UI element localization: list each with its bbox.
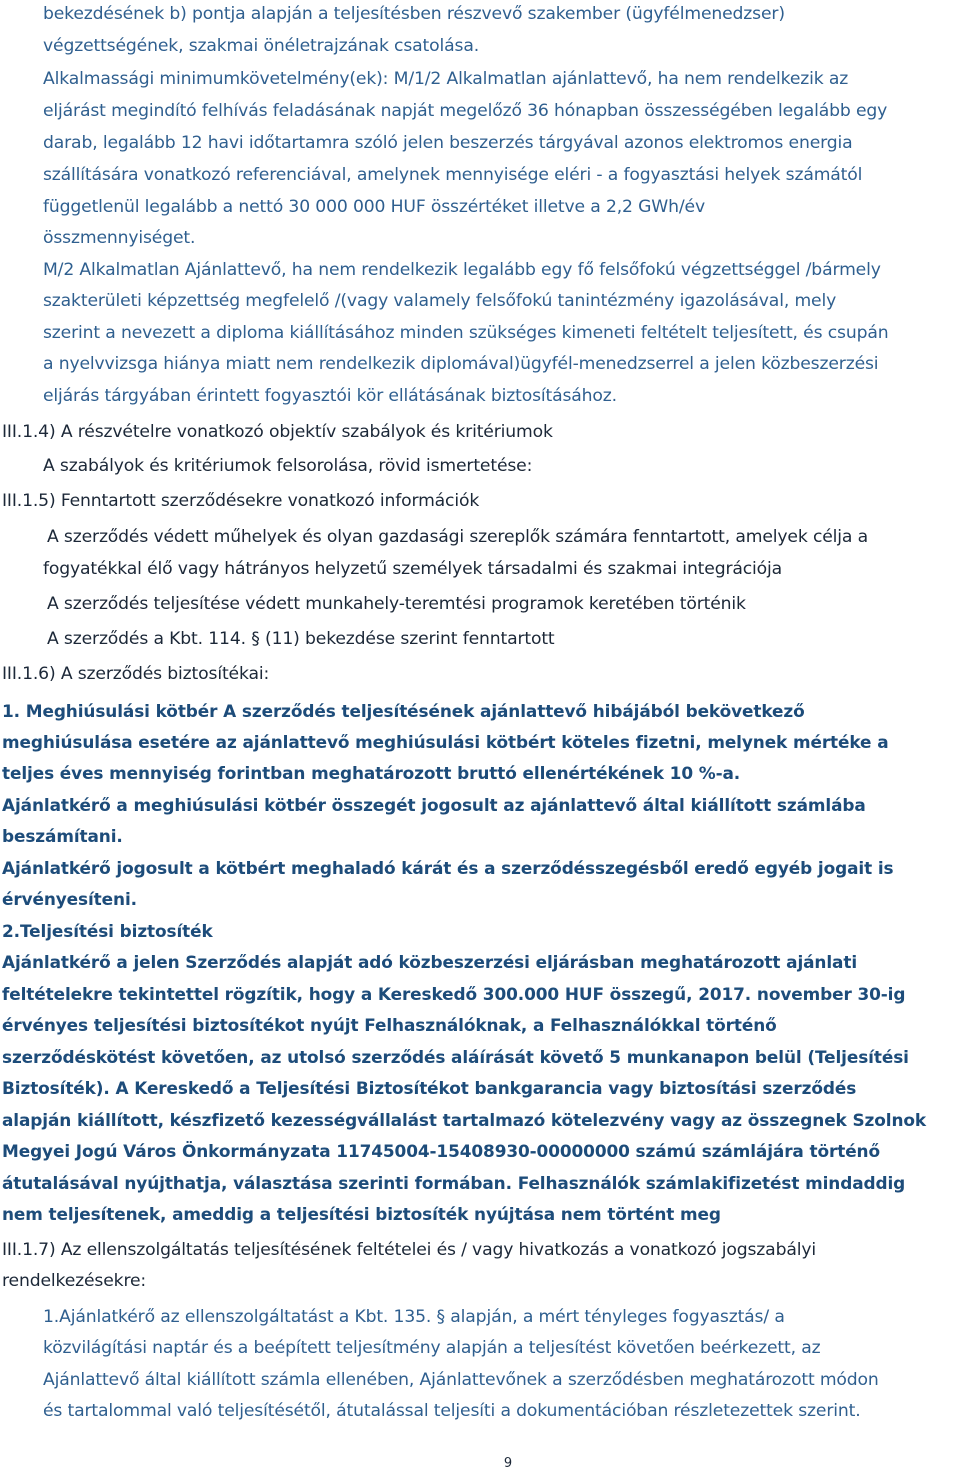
text-line: érvényes teljesítési biztosítékot nyújt Felhasználóknak, a Felhasználókkal történő xyxy=(2,1015,777,1035)
text-line: függetlenül legalább a nettó 30 000 000 HUF összértéket illetve a 2,2 GWh/év xyxy=(43,197,705,217)
text-line: Ajánlattevő által kiállított számla ellenében, Ajánlattevőnek a szerződésben meghatározott módon xyxy=(43,1370,879,1390)
text-line: A szerződés a Kbt. 114. § (11) bekezdése szerint fenntartott xyxy=(47,629,555,649)
text-line: nem teljesítenek, ameddig a teljesítési biztosíték nyújtása nem történt meg xyxy=(2,1204,721,1224)
text-line: érvényesíteni. xyxy=(2,889,137,909)
text-line: Biztosíték). A Kereskedő a Teljesítési Biztosítékot bankgarancia vagy biztosítási szerződés xyxy=(2,1078,857,1098)
section-heading: III.1.4) A részvételre vonatkozó objektív szabályok és kritériumok xyxy=(2,422,553,442)
text-line: M/2 Alkalmatlan Ajánlattevő, ha nem rendelkezik legalább egy fő felsőfokú végzettséggel /bármely xyxy=(43,260,881,280)
text-line: szállítására vonatkozó referenciával, amelynek mennyisége eléri - a fogyasztási helyek számától xyxy=(43,165,863,185)
text-line: és tartalommal való teljesítésétől, átutalással teljesíti a dokumentációban részletezettek szerint. xyxy=(43,1401,861,1421)
text-line: Ajánlatkérő a jelen Szerződés alapját adó közbeszerzési eljárásban meghatározott ajánlati xyxy=(2,952,858,972)
text-line: 1. Meghiúsulási kötbér A szerződés teljesítésének ajánlattevő hibájából bekövetkező xyxy=(2,701,805,721)
text-line: közvilágítási naptár és a beépített teljesítmény alapján a teljesítést követően beérkezett, az xyxy=(43,1338,821,1358)
text-line: A szerződés teljesítése védett munkahely-teremtési programok keretében történik xyxy=(47,594,746,614)
text-line: eljárást megindító felhívás feladásának napját megelőző 36 hónapban összességében legalább egy xyxy=(43,101,888,121)
section-heading: III.1.7) Az ellenszolgáltatás teljesítésének feltételei és / vagy hivatkozás a vonatkozó jogszabályi xyxy=(2,1240,816,1260)
section-heading: rendelkezésekre: xyxy=(2,1271,147,1291)
text-line: teljes éves mennyiség forintban meghatározott bruttó ellenértékének 10 %-a. xyxy=(2,763,741,783)
text-line: Alkalmassági minimumkövetelmény(ek): M/1/2 Alkalmatlan ajánlattevő, ha nem rendelkezik az xyxy=(43,69,849,89)
text-line: beszámítani. xyxy=(2,826,123,846)
text-line: Megyei Jogú Város Önkormányzata 11745004-15408930-00000000 számú számlájára történő xyxy=(2,1141,880,1161)
text-line: Ajánlatkérő jogosult a kötbért meghaladó kárát és a szerződésszegésből eredő egyéb jogait is xyxy=(2,858,894,878)
text-line: feltételekre tekintettel rögzítik, hogy a Kereskedő 300.000 HUF összegű, 2017. november 30-ig xyxy=(2,984,906,1004)
text-line: szerződéskötést követően, az utolsó szerződés aláírását követő 5 munkanapon belül (Teljesítési xyxy=(2,1047,909,1067)
text-line: alapján kiállított, készfizető kezességvállalást tartalmazó kötelezvény vagy az összegnek Szolnok xyxy=(2,1110,927,1130)
text-line: Ajánlatkérő a meghiúsulási kötbér összegét jogosult az ajánlattevő által kiállított számlába xyxy=(2,795,866,815)
text-line: végzettségének, szakmai önéletrajzának csatolása. xyxy=(43,36,480,56)
text-line: a nyelvvizsga hiánya miatt nem rendelkezik diplomával)ügyfél-menedzserrel a jelen közbeszerzési xyxy=(43,354,879,374)
text-line: 1.Ajánlatkérő az ellenszolgáltatást a Kbt. 135. § alapján, a mért tényleges fogyasztás/ a xyxy=(43,1307,785,1327)
page-number: 9 xyxy=(503,1456,513,1471)
subsection-heading: 2.Teljesítési biztosíték xyxy=(2,921,213,941)
text-line: eljárás tárgyában érintett fogyasztói kör ellátásának biztosításához. xyxy=(43,386,617,406)
text-line: összmennyiséget. xyxy=(43,228,196,248)
text-line: bekezdésének b) pontja alapján a teljesítésben részvevő szakember (ügyfélmenedzser) xyxy=(43,4,785,24)
section-heading: III.1.6) A szerződés biztosítékai: xyxy=(2,664,270,684)
section-heading: III.1.5) Fenntartott szerződésekre vonatkozó információk xyxy=(2,491,480,511)
text-line: A szabályok és kritériumok felsorolása, rövid ismertetése: xyxy=(43,456,533,476)
text-line: fogyatékkal élő vagy hátrányos helyzetű személyek társadalmi és szakmai integrációja xyxy=(43,559,783,579)
text-line: darab, legalább 12 havi időtartamra szóló jelen beszerzés tárgyával azonos elektromos energia xyxy=(43,133,853,153)
text-line: szakterületi képzettség megfelelő /(vagy valamely felsőfokú tanintézmény igazolásával, mely xyxy=(43,291,837,311)
text-line: szerint a nevezett a diploma kiállításához minden szükséges kimeneti feltételt teljesített, és csupán xyxy=(43,323,889,343)
text-line: átutalásával nyújthatja, választása szerinti formában. Felhasználók számlakifizetést mindaddig xyxy=(2,1173,906,1193)
text-line: meghiúsulása esetére az ajánlattevő meghiúsulási kötbért köteles fizetni, melynek mértéke a xyxy=(2,732,889,752)
text-line: A szerződés védett műhelyek és olyan gazdasági szereplők számára fenntartott, amelyek célja a xyxy=(47,527,869,547)
